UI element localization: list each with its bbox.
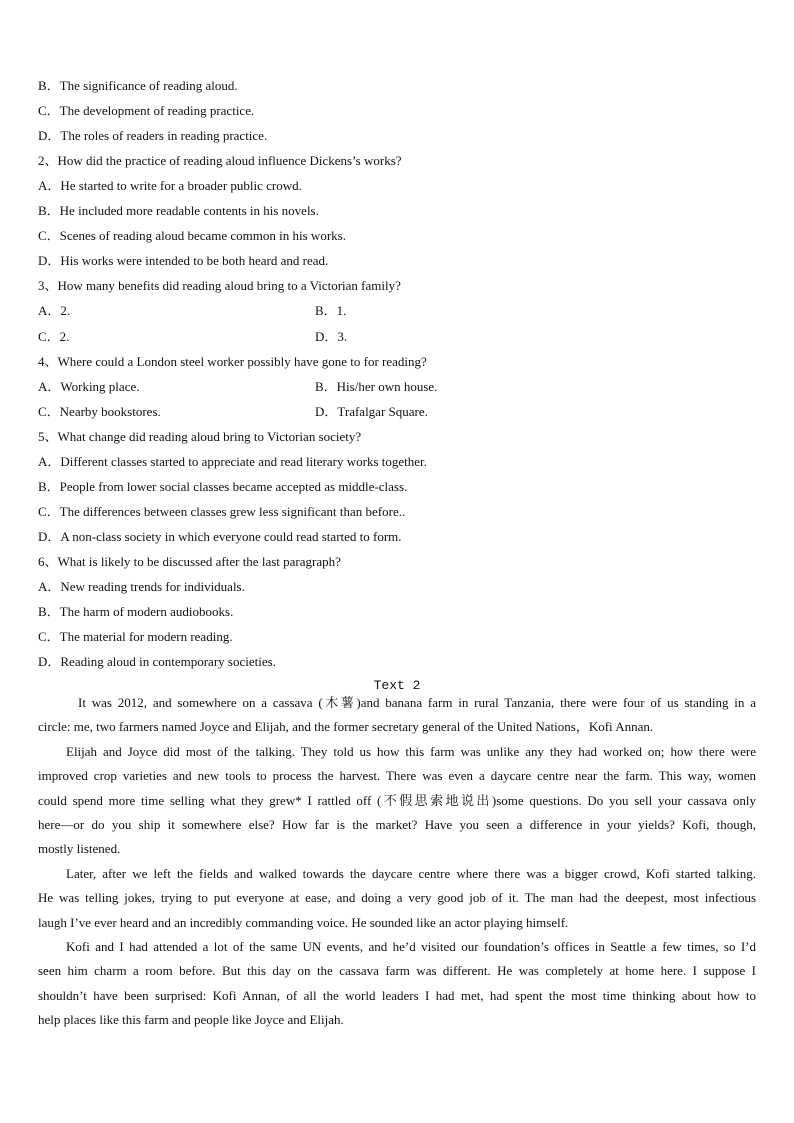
line-text: A．Different classes started to appreciate and read literary works together. — [38, 453, 427, 469]
section-title: Text 2 — [373, 678, 421, 693]
answer-option — [38, 298, 347, 323]
answer-option — [38, 173, 302, 198]
answer-option — [38, 574, 245, 599]
line-text: C．Nearby bookstores. — [38, 403, 161, 419]
line-text: A．He started to write for a broader public crowd. — [38, 178, 302, 194]
line-text: B．The significance of reading aloud. — [38, 78, 238, 93]
answer-option — [38, 599, 233, 624]
passage-line: seen him charm a room before. But this day on the cassava farm was different. He was completely at home here. I suppose I — [38, 963, 756, 979]
line-text: 6、What is likely to be discussed after the last paragraph? — [38, 553, 341, 569]
line-text: A．New reading trends for individuals. — [38, 579, 245, 594]
line-text: D．A non-class society in which everyone could read started to form. — [38, 528, 402, 544]
answer-option — [38, 73, 238, 98]
passage-line: shouldn’t have been surprised: Kofi Annan, of all the world leaders I had met, had spent the most time thinking about how to — [38, 987, 756, 1003]
answer-option: B．His/her own house. — [315, 378, 438, 394]
line-text: C．The differences between classes grew less significant than before.. — [38, 503, 406, 519]
passage-line: Later, after we left the fields and walked towards the daycare centre where there was a bigger crowd, Kofi started talking. — [66, 865, 756, 881]
passage-line: improved crop varieties and new tools to process the harvest. There was even a daycare centre near the farm. This way, women — [38, 768, 756, 784]
question-stem — [38, 549, 341, 574]
answer-option — [38, 624, 233, 649]
answer-option — [38, 374, 438, 399]
question-stem — [38, 148, 402, 173]
answer-option — [38, 649, 276, 674]
line-text: 5、What change did reading aloud bring to Victorian society? — [38, 428, 362, 444]
line-text: A．Working place. — [38, 378, 140, 394]
answer-option — [38, 248, 328, 273]
answer-option — [38, 524, 402, 549]
passage-line: mostly listened. — [38, 841, 121, 857]
line-text: B．The harm of modern audiobooks. — [38, 604, 234, 620]
passage-line: circle: me, two farmers named Joyce and Elijah, and the former secretary general of the United Nations，Kofi Annan. — [38, 719, 654, 735]
answer-option: D．3. — [315, 328, 348, 344]
line-text: D．His works were intended to be both heard and read. — [38, 253, 329, 269]
line-text: B．He included more readable contents in his novels. — [38, 203, 319, 219]
answer-option — [38, 474, 407, 499]
question-stem — [38, 273, 401, 298]
question-stem — [38, 424, 361, 449]
line-text: C．The development of reading practice. — [38, 103, 255, 119]
answer-option — [38, 324, 348, 349]
line-text: D．The roles of readers in reading practice. — [38, 128, 268, 144]
answer-option: B．1. — [315, 303, 347, 319]
passage-line: could spend more time selling what they grew* I rattled off (不假思索地说出)some questions. Do you sell your cassava only — [38, 792, 756, 808]
answer-option — [38, 98, 254, 123]
passage-line: Elijah and Joyce did most of the talking. They told us how this farm was unlike any they had worked on; how there were — [66, 743, 756, 759]
passage-line: here—or do you ship it somewhere else? How far is the market? Have you seen a difference in your yields? Kofi, though, — [38, 817, 756, 832]
line-text: 4、Where could a London steel worker possibly have gone to for reading? — [38, 353, 427, 369]
passage-line: help places like this farm and people like Joyce and Elijah. — [38, 1012, 344, 1028]
line-text: C．The material for modern reading. — [38, 629, 233, 645]
line-text: A．2. — [38, 303, 71, 319]
passage-line: He was telling jokes, trying to put everyone at ease, and doing a very good job of it. The man had the deepest, most infectious — [38, 890, 756, 906]
answer-option — [38, 198, 319, 223]
answer-option: D．Trafalgar Square. — [315, 403, 428, 419]
answer-option — [38, 399, 428, 424]
line-text: D．Reading aloud in contemporary societies. — [38, 654, 276, 670]
passage-line: laugh I’ve ever heard and an incredibly commanding voice. He sounded like an actor playing himself. — [38, 914, 569, 930]
line-text: C．2. — [38, 328, 70, 344]
passage-line: It was 2012, and somewhere on a cassava (木薯)and banana farm in rural Tanzania, there were four of us standing in a — [78, 695, 756, 710]
line-text: 3、How many benefits did reading aloud bring to a Victorian family? — [38, 278, 401, 294]
line-text: B．People from lower social classes became accepted as middle-class. — [38, 478, 408, 494]
question-stem — [38, 349, 427, 374]
answer-option — [38, 223, 346, 248]
answer-option — [38, 449, 427, 474]
answer-option — [38, 123, 267, 148]
passage-line: Kofi and I had attended a lot of the same UN events, and he’d visited our foundation’s offices in Seattle a few times, so I’d — [66, 939, 756, 954]
line-text: 2、How did the practice of reading aloud influence Dickens’s works? — [38, 153, 402, 169]
answer-option — [38, 499, 405, 524]
line-text: C．Scenes of reading aloud became common in his works. — [38, 228, 346, 244]
